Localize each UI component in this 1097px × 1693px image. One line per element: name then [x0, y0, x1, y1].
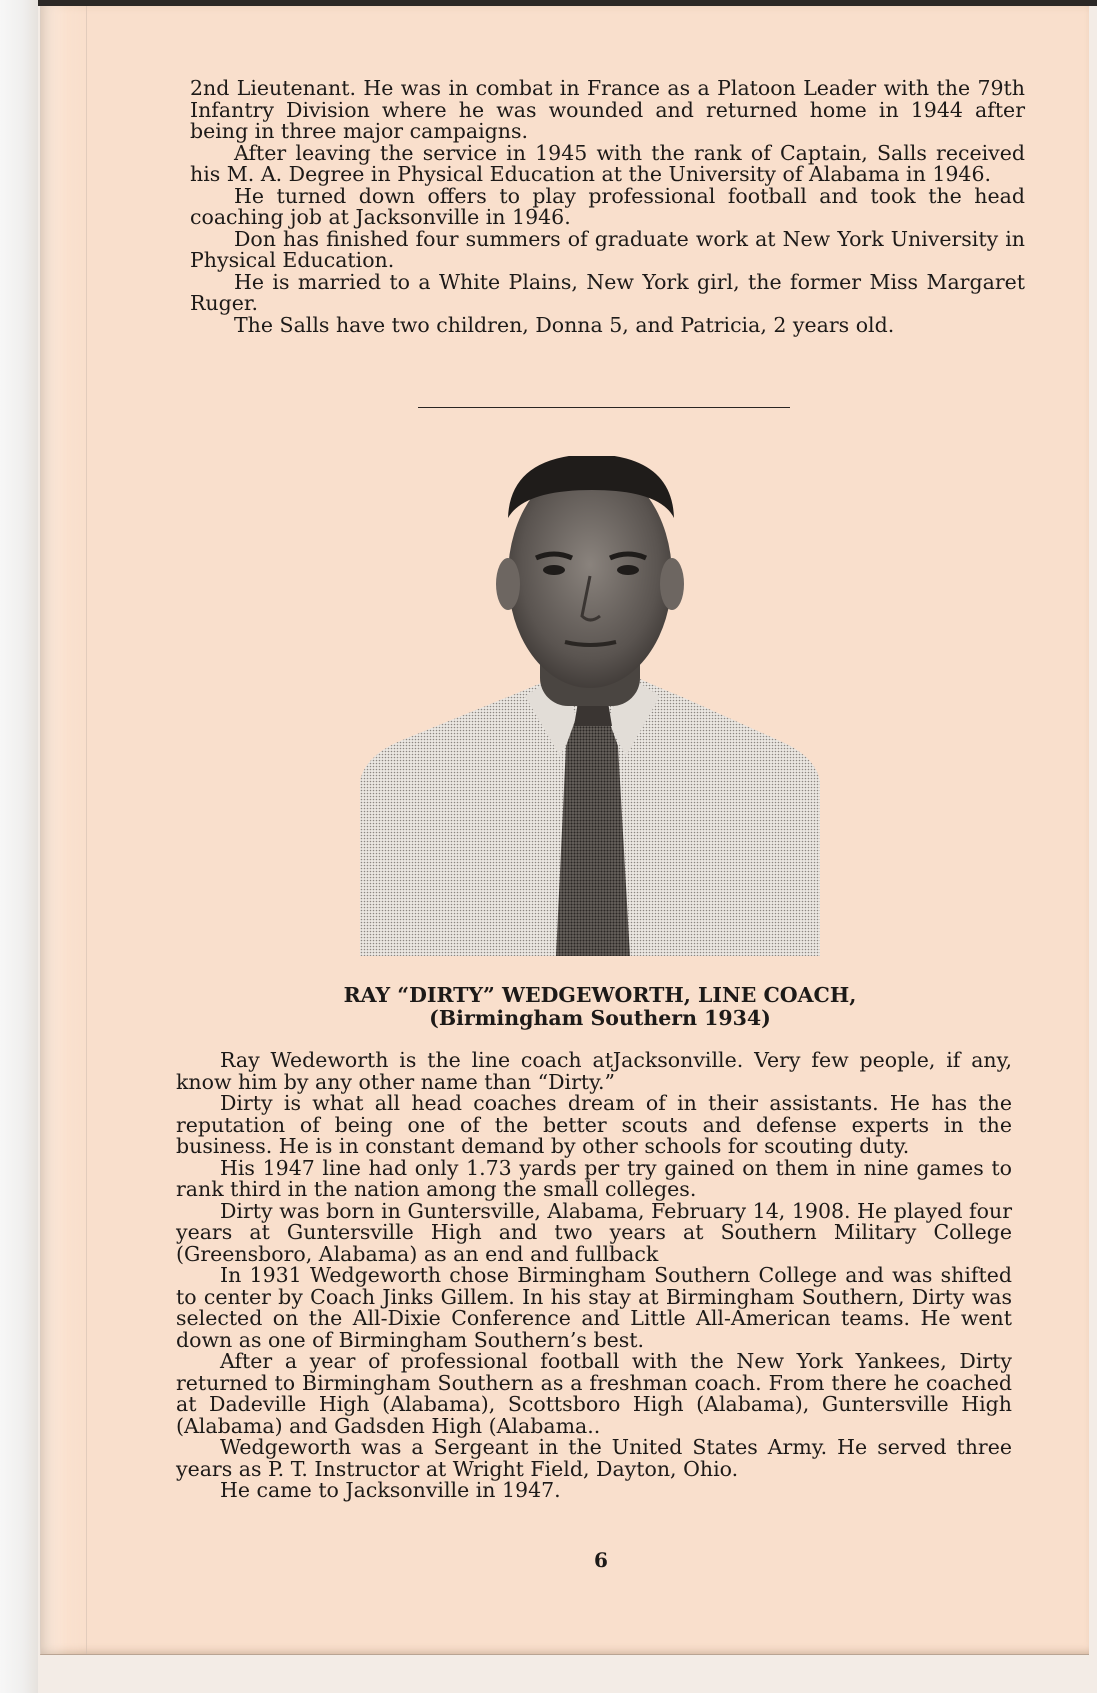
book-spine: [0, 0, 38, 1693]
paragraph: After a year of professional football with the New York Yankees, Dirty returned to Birmingham Southern as a freshman coach. From there he coached at Dadeville High (Alabama), Scottsboro High (Alabama), Guntersville High (Alabama) and Gadsden High (Alabama..: [176, 1349, 1012, 1438]
photo-caption: [280, 984, 920, 1030]
paragraph: Wedgeworth was a Sergeant in the United States Army. He served three years as P. T. Instructor at Wright Field, Dayton, Ohio.: [176, 1435, 1012, 1481]
caption-name-line: RAY “DIRTY” WEDGEWORTH, LINE COACH,: [343, 983, 857, 1007]
caption-school-line: (Birmingham Southern 1934): [429, 1006, 771, 1030]
paragraph: He is married to a White Plains, New York girl, the former Miss Margaret Ruger.: [190, 269, 1025, 315]
paragraph: Don has finished four summers of graduate work at New York University in Physical Education.: [190, 226, 1025, 272]
top-article-text: [190, 78, 1025, 336]
coach-portrait-photo: [360, 456, 820, 956]
paragraph: 2nd Lieutenant. He was in combat in France as a Platoon Leader with the 79th Infantry Division where he was wounded and returned home in 1944 after being in three major campaigns.: [190, 76, 1025, 143]
paragraph: He turned down offers to play professional football and took the head coaching job at Jacksonville in 1946.: [190, 183, 1025, 229]
paragraph: He came to Jacksonville in 1947.: [220, 1478, 561, 1502]
page-fold-shadow: [40, 6, 87, 1654]
bottom-article-text: [176, 1050, 1012, 1502]
page-number: 6: [594, 1548, 608, 1572]
paragraph: Dirty was born in Guntersville, Alabama, February 14, 1908. He played four years at Guntersville High and two years at Southern Military College (Greensboro, Alabama) as an end and fullback: [176, 1198, 1012, 1266]
paragraph: Dirty is what all head coaches dream of in their assistants. He has the reputation of being one of the better scouts and defense experts in the business. He is in constant demand by other schools for scouting duty.: [176, 1091, 1012, 1158]
paragraph: His 1947 line had only 1.73 yards per try gained on them in nine games to rank third in the nation among the small colleges.: [176, 1155, 1012, 1201]
paragraph: The Salls have two children, Donna 5, and Patricia, 2 years old.: [234, 312, 895, 337]
section-divider: [418, 407, 790, 408]
paragraph: After leaving the service in 1945 with the rank of Captain, Salls received his M. A. Degree in Physical Education at the University of Alabama in 1946.: [190, 140, 1025, 186]
paragraph: In 1931 Wedgeworth chose Birmingham Southern College and was shifted to center by Coach Jinks Gillem. In his stay at Birmingham Southern, Dirty was selected on the All-Dixie Conference and Little All-American teams. He went down as one of Birmingham Southern’s best.: [176, 1263, 1012, 1352]
paragraph: Ray Wedeworth is the line coach atJacksonville. Very few people, if any, know him by any other name than “Dirty.”: [176, 1048, 1012, 1094]
